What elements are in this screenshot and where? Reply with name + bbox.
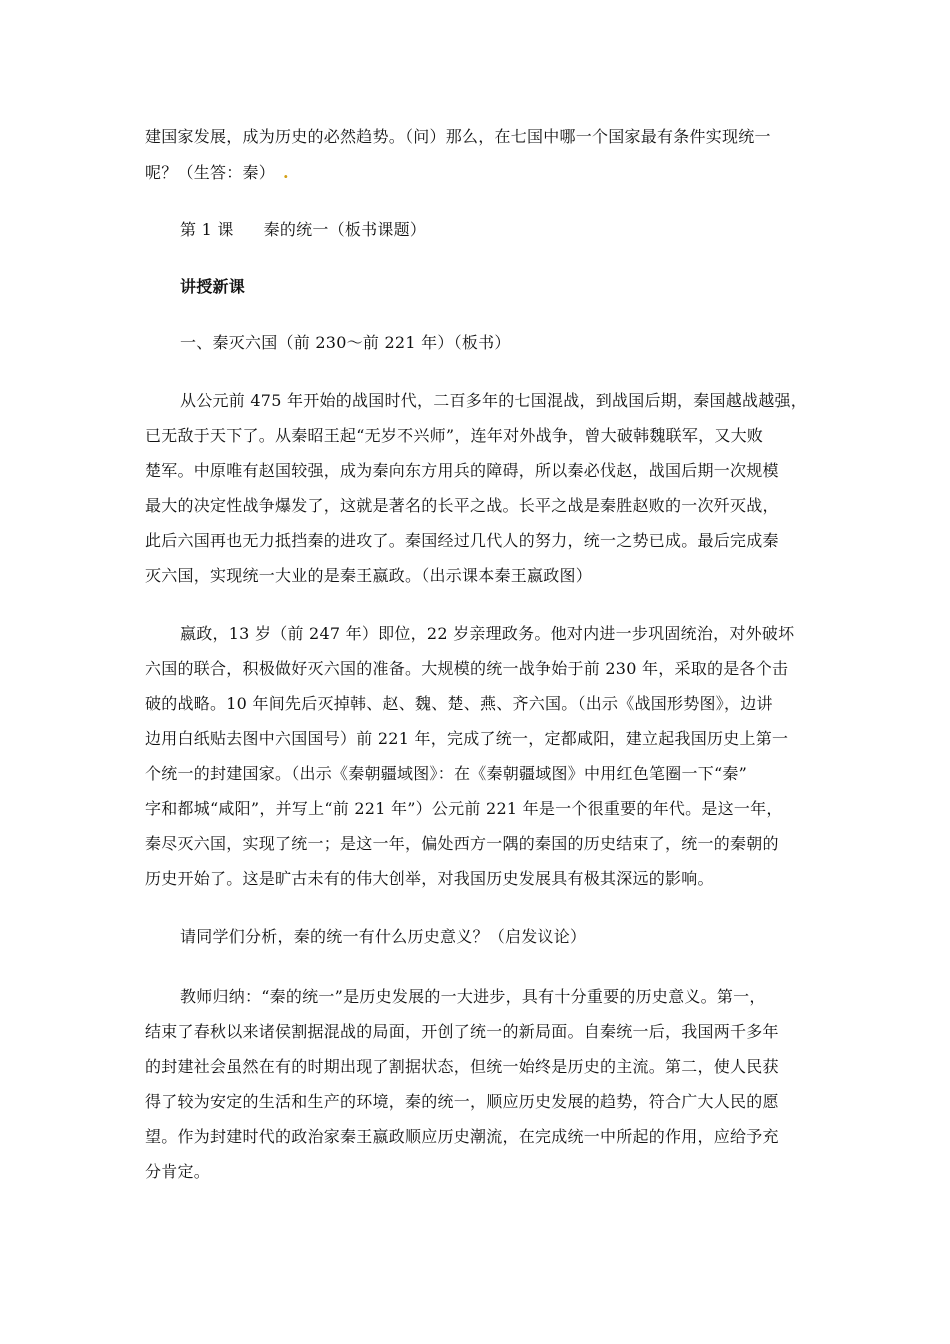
lesson-heading [180, 220, 845, 240]
paragraph-line: 得了较为安定的生活和生产的环境，秦的统一，顺应历史发展的趋势，符合广大人民的愿 [145, 1092, 779, 1111]
paragraph-line: 六国的联合，积极做好灭六国的准备。大规模的统一战争始于前 230 年，采取的是各个击 [145, 659, 789, 678]
paragraph-line: 最大的决定性战争爆发了，这就是著名的长平之战。长平之战是秦胜赵败的一次歼灭战， [145, 496, 779, 515]
lesson-number: 第 1 课 [180, 220, 234, 239]
paragraph-line: 破的战略。10 年间先后灭掉韩、赵、魏、楚、燕、齐六国。（出示《战国形势图》，边讲 [145, 694, 773, 713]
text-line: 建国家发展，成为历史的必然趋势。（问）那么，在七国中哪一个国家最有条件实现统一 [145, 127, 771, 146]
paragraph-line: 已无敌于天下了。从秦昭王起“无岁不兴师”，连年对外战争，曾大破韩魏联军，又大败 [145, 426, 764, 445]
section-heading: 讲授新课 [180, 277, 246, 296]
paragraph-line: 教师归纳：“秦的统一”是历史发展的一大进步，具有十分重要的历史意义。第一， [180, 987, 766, 1006]
paragraph-line: 灭六国，实现统一大业的是秦王嬴政。（出示课本秦王嬴政图） [145, 566, 593, 585]
paragraph-line: 边用白纸贴去图中六国国号）前 221 年，完成了统一，定都咸阳，建立起我国历史上第一 [145, 729, 789, 748]
paragraph-line: 分肯定。 [145, 1162, 211, 1181]
paragraph-line: 嬴政，13 岁（前 247 年）即位，22 岁亲理政务。他对内进一步巩固统治，对外破坏 [180, 624, 795, 643]
lesson-title: 秦的统一（板书课题） [263, 220, 427, 239]
text-span: 呢？（生答：秦） [145, 163, 276, 182]
paragraph-line: 历史开始了。这是旷古未有的伟大创举，对我国历史发展具有极其深远的影响。 [145, 869, 714, 888]
paragraph-line: 从公元前 475 年开始的战国时代，二百多年的七国混战，到战国后期，秦国越战越强， [180, 391, 807, 410]
paragraph-line: 结束了春秋以来诸侯割据混战的局面，开创了统一的新局面。自秦统一后，我国两千多年 [145, 1022, 779, 1041]
paragraph-line: 的封建社会虽然在有的时期出现了割据状态，但统一始终是历史的主流。第二，使人民获 [145, 1057, 779, 1076]
paragraph-line: 秦尽灭六国，实现了统一；是这一年，偏处西方一隅的秦国的历史结束了，统一的秦朝的 [145, 834, 779, 853]
text-line [145, 163, 810, 183]
paragraph-line: 请同学们分析，秦的统一有什么历史意义？（启发议论） [180, 927, 587, 946]
paragraph-line: 此后六国再也无力抵挡秦的进攻了。秦国经过几代人的努力，统一之势已成。最后完成秦 [145, 531, 779, 550]
paragraph-line: 字和都城“咸阳”，并写上“前 221 年”）公元前 221 年是一个很重要的年代。是这一年， [145, 799, 783, 818]
highlight-dot: . [283, 163, 289, 182]
paragraph-line: 楚军。中原唯有赵国较强，成为秦向东方用兵的障碍，所以秦必伐赵，战国后期一次规模 [145, 461, 779, 480]
paragraph-line: 望。作为封建时代的政治家秦王嬴政顺应历史潮流，在完成统一中所起的作用，应给予充 [145, 1127, 779, 1146]
paragraph-line: 个统一的封建国家。（出示《秦朝疆域图》：在《秦朝疆域图》中用红色笔圈一下“秦” [145, 764, 748, 783]
subsection-heading: 一、秦灭六国（前 230～前 221 年）（板书） [180, 333, 511, 352]
